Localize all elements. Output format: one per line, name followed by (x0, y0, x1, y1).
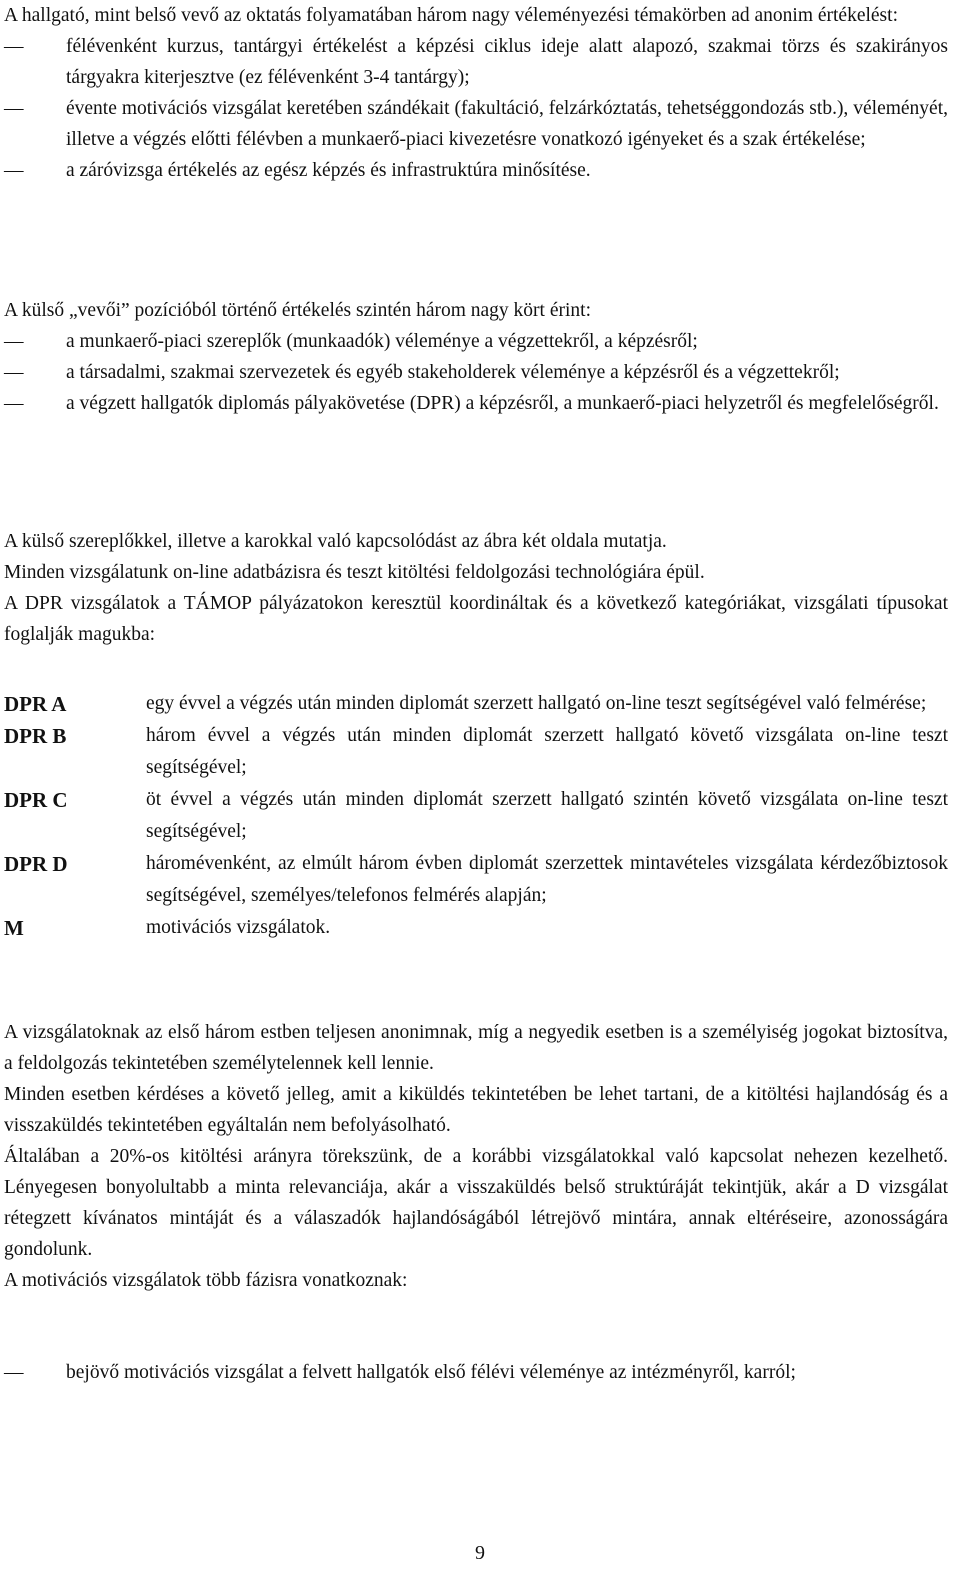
links-paragraph: A külső szereplőkkel, illetve a karokkal való kapcsolódást az ábra két oldala mutatja. (4, 531, 667, 552)
dpr-paragraph: A DPR vizsgálatok a TÁMOP pályázatokon keresztül koordináltak és a következő kategóriákat, vizsgálati típusokat foglalják magukba: (4, 593, 948, 645)
list-item (4, 357, 948, 388)
response-rate-paragraph: Általában a 20%-os kitöltési arányra törekszünk, de a korábbi vizsgálatokkal való kapcsolat nehezen kezelhető. Lényegesen bonyolultabb a minta relevanciája, akár a visszaküldés belső struktúráját tekintjük, akár a D vizsgálat rétegzett kívánatos mintáját és a válaszadók hajlandóságából létrejövő mintára, annak eltéréseire, azonosságára gondolunk. (4, 1146, 948, 1260)
external-evaluation-section (4, 295, 948, 419)
internal-evaluation-section (4, 0, 948, 186)
motivation-intro-paragraph: A motivációs vizsgálatok több fázisra vonatkoznak: (4, 1270, 408, 1291)
dash-bullet: — (4, 36, 24, 57)
dpr-description: motivációs vizsgálatok. (146, 917, 331, 938)
dpr-intro-section (4, 526, 948, 650)
dpr-description: egy évvel a végzés után minden diplomát szerzett hallgató on-line teszt segítségével való felmérése; (146, 693, 927, 714)
dash-bullet: — (4, 1362, 24, 1383)
anonymity-paragraph: A vizsgálatoknak az első három estben teljesen anonimnak, míg a negyedik esetben is a személyiség jogokat biztosítva, a feldolgozás tekintetében személytelennek kell lennie. (4, 1022, 948, 1074)
motivation-list (4, 1357, 948, 1388)
dpr-description: öt évvel a végzés után minden diplomát szerzett hallgató szintén követő vizsgálata on-line teszt segítségével; (146, 789, 948, 842)
follow-up-paragraph: Minden esetben kérdéses a követő jelleg, amit a kiküldés tekintetében be lehet tartani, de a kitöltési hajlandóság és a visszaküldés tekintetében egyáltalán nem befolyásolható. (4, 1084, 948, 1136)
dpr-type-row (4, 720, 948, 784)
dpr-type-row (4, 784, 948, 848)
list-item (4, 93, 948, 155)
list-item (4, 326, 948, 357)
internal-list (4, 31, 948, 186)
dash-bullet: — (4, 160, 24, 181)
survey-notes-section (4, 1017, 948, 1296)
dash-bullet: — (4, 362, 24, 383)
intro-paragraph: A hallgató, mint belső vevő az oktatás folyamatában három nagy véleményezési témakörben ad anonim értékelést: (4, 5, 898, 26)
list-item (4, 31, 948, 93)
list-item-text: a társadalmi, szakmai szervezetek és egyéb stakeholderek véleménye a képzésről és a végzettekről; (66, 362, 840, 383)
dash-bullet: — (4, 98, 24, 119)
dpr-code: DPR C (4, 788, 68, 812)
dpr-code: DPR A (4, 692, 67, 716)
dpr-types-list (4, 688, 948, 944)
list-item (4, 1357, 948, 1388)
list-item-text: évente motivációs vizsgálat keretében szándékait (fakultáció, felzárkóztatás, tehetséggondozás stb.), véleményét, illetve a végzés előtti félévben a munkaerő-piaci kivezetésre vonatkozó igényeket és a szak értékelése; (66, 98, 948, 150)
list-item (4, 388, 948, 419)
dpr-type-row (4, 688, 948, 720)
list-item-text: félévenként kurzus, tantárgyi értékelést a képzési ciklus ideje alatt alapozó, szakmai törzs és szakirányos tárgyakra kiterjesztve (ez félévenként 3-4 tantárgy); (66, 36, 948, 88)
list-item (4, 155, 948, 186)
dpr-type-row (4, 848, 948, 912)
list-item-text: bejövő motivációs vizsgálat a felvett hallgatók első félévi véleménye az intézményről, karról; (66, 1362, 796, 1383)
dpr-description: három évvel a végzés után minden diplomát szerzett hallgató követő vizsgálata on-line teszt segítségével; (146, 725, 948, 778)
list-item-text: a záróvizsga értékelés az egész képzés és infrastruktúra minősítése. (66, 160, 591, 181)
list-item-text: a végzett hallgatók diplomás pályakövetése (DPR) a képzésről, a munkaerő-piaci helyzetről és megfelelőségről. (66, 393, 939, 414)
dash-bullet: — (4, 331, 24, 352)
page-number: 9 (475, 1542, 485, 1564)
external-intro-paragraph: A külső „vevői” pozícióból történő értékelés szintén három nagy kört érint: (4, 300, 591, 321)
dpr-type-row (4, 912, 948, 944)
online-paragraph: Minden vizsgálatunk on-line adatbázisra és teszt kitöltési feldolgozási technológiára épül. (4, 562, 705, 583)
dpr-code: DPR D (4, 852, 68, 876)
list-item-text: a munkaerő-piaci szereplők (munkaadók) véleménye a végzettekről, a képzésről; (66, 331, 698, 352)
dash-bullet: — (4, 393, 24, 414)
external-list (4, 326, 948, 419)
dpr-code: M (4, 916, 24, 940)
dpr-description: háromévenként, az elmúlt három évben diplomát szerzettek mintavételes vizsgálata kérdezőbiztosok segítségével, személyes/telefonos felmérés alapján; (146, 853, 948, 906)
dpr-code: DPR B (4, 724, 67, 748)
